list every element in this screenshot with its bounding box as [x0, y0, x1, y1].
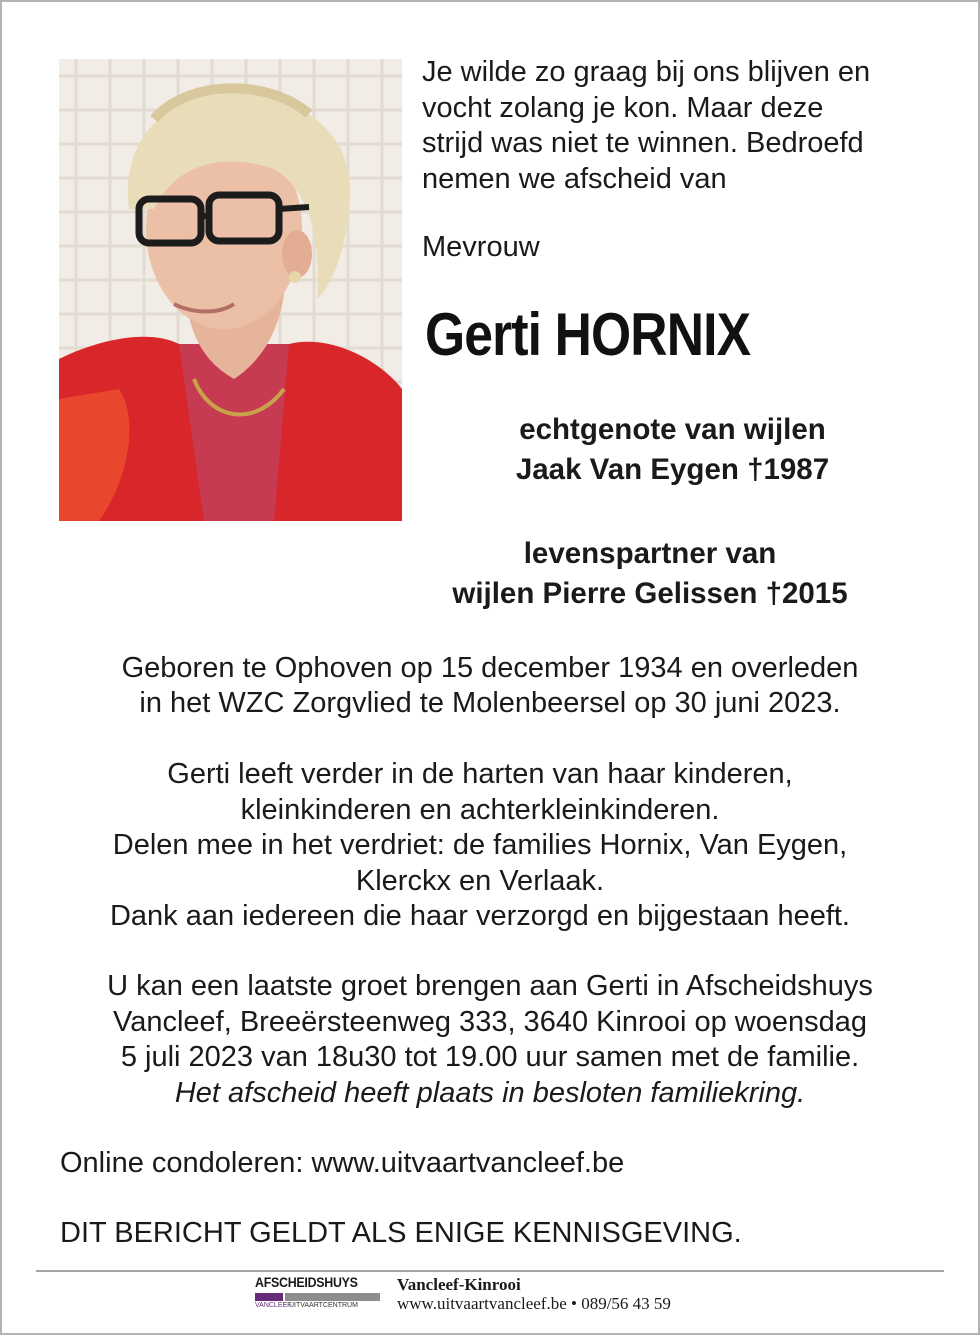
- online-condolence: Online condoleren: www.uitvaartvancleef.be: [60, 1147, 625, 1179]
- text-line: Gerti leeft verder in de harten van haar kinderen,: [167, 758, 793, 790]
- relation-line: Jaak Van Eygen †1987: [515, 453, 830, 486]
- salutation: Mevrouw: [422, 231, 540, 263]
- logo-bar-purple: [255, 1293, 283, 1301]
- birth-death-paragraph: [40, 651, 940, 721]
- text-line: Klerckx en Verlaak.: [355, 864, 605, 897]
- logo-sub-right: UITVAARTCENTRUM: [288, 1302, 358, 1309]
- text-line: Dank aan iedereen die haar verzorgd en bijgestaan heeft.: [109, 900, 850, 932]
- intro-line: nemen we afscheid van: [422, 162, 727, 195]
- logo-sub-left: VANCLEEF: [255, 1302, 292, 1309]
- relation-line: wijlen Pierre Gelissen †2015: [452, 577, 848, 610]
- portrait-photo: [59, 59, 402, 521]
- text-line: in het WZC Zorgvlied te Molenbeersel op 30 juni 2023.: [139, 687, 841, 719]
- logo-subtitle: [255, 1302, 358, 1309]
- text-line: Geboren te Ophoven op 15 december 1934 en overleden: [121, 652, 859, 684]
- relation-line: levenspartner van: [523, 537, 777, 570]
- text-line: Delen mee in het verdriet: de families Hornix, Van Eygen,: [112, 829, 848, 861]
- intro-line: strijd was niet te winnen. Bedroefd: [422, 127, 864, 159]
- logo-bar-grey: [285, 1293, 380, 1301]
- deceased-name: Gerti HORNIX: [425, 301, 751, 368]
- family-paragraph: [40, 757, 920, 935]
- funeral-home-name: Vancleef-Kinrooi: [397, 1275, 521, 1294]
- intro-line: vocht zolang je kon. Maar deze: [422, 91, 824, 124]
- relation-spouse: [415, 410, 930, 490]
- notice-text: DIT BERICHT GELDT ALS ENIGE KENNISGEVING.: [60, 1217, 742, 1249]
- text-line: kleinkinderen en achterkleinkinderen.: [240, 793, 720, 826]
- text-line: 5 juli 2023 van 18u30 tot 19.00 uur samen met de familie.: [120, 1041, 860, 1073]
- funeral-home-contact: www.uitvaartvancleef.be • 089/56 43 59: [397, 1294, 671, 1313]
- text-line: Vancleef, Breeërsteenweg 333, 3640 Kinrooi op woensdag: [113, 1005, 867, 1038]
- footer-divider: [36, 1270, 944, 1272]
- portrait-image: [59, 59, 402, 521]
- intro-paragraph: [422, 55, 870, 197]
- farewell-note: Het afscheid heeft plaats in besloten familiekring.: [174, 1076, 806, 1109]
- relation-partner: [405, 534, 895, 614]
- relation-line: echtgenote van wijlen: [519, 413, 826, 446]
- logo-title: AFSCHEIDSHUYS: [255, 1275, 358, 1290]
- visitation-paragraph: [40, 969, 940, 1111]
- text-line: U kan een laatste groet brengen aan Gerti in Afscheidshuys: [107, 970, 873, 1002]
- intro-line: Je wilde zo graag bij ons blijven en: [422, 56, 871, 88]
- funeral-home-logo: [255, 1275, 380, 1315]
